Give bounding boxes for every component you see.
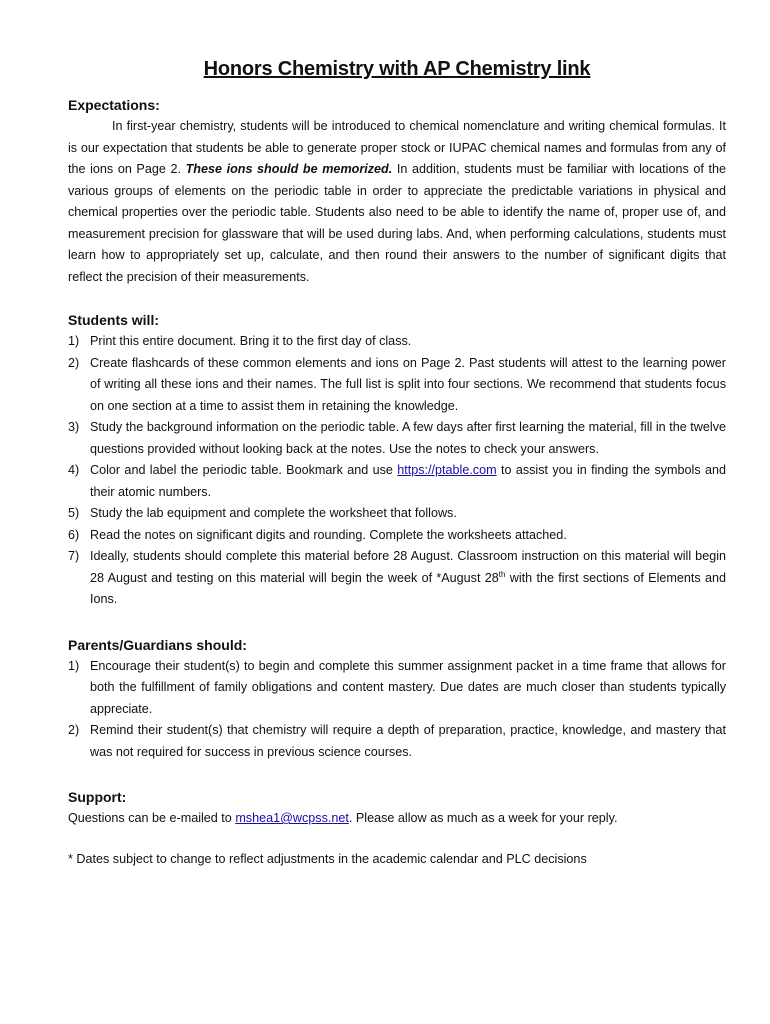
- expectations-text-2: In addition, students must be familiar with locations of the various groups of elements on the periodic table in order to appreciate the predictable variations in physical and chemical properties over the periodic table. Students also need to be able to identify the name of, proper use of, and measurement precision for glassware that will be used during labs. And, when performing calculations, students must learn how to appropriately set up, calculate, and then round their answers to the number of significant digits that reflect the precision of their measurements.: [68, 162, 727, 284]
- list-item: 5) Study the lab equipment and complete the worksheet that follows.: [68, 506, 457, 520]
- list-item: 7) Ideally, students should complete this material before 28 August. Classroom instruction on this material will begin 28 August and testing on this material will begin the week of *August 28th with the first sections of Elements and Ions.: [68, 549, 726, 606]
- memorize-emphasis: These ions should be memorized.: [185, 162, 393, 176]
- students-list: [68, 331, 726, 611]
- list-item: 6) Read the notes on significant digits and rounding. Complete the worksheets attached.: [68, 527, 567, 542]
- list-item: 4) Color and label the periodic table. Bookmark and use https://ptable.com to assist you in finding the symbols and their atomic numbers.: [68, 463, 726, 499]
- list-item: 3) Study the background information on the periodic table. A few days after first learning the material, fill in the twelve questions provided without looking back at the notes. Use the notes to check your answers.: [68, 420, 726, 456]
- list-item: 2) Remind their student(s) that chemistry will require a depth of preparation, practice, knowledge, and mastery that was not required for success in previous science courses.: [68, 723, 726, 759]
- support-paragraph: Questions can be e-mailed to mshea1@wcpss.net. Please allow as much as a week for your reply.: [68, 811, 618, 825]
- email-link[interactable]: mshea1@wcpss.net: [235, 811, 349, 825]
- expectations-paragraph: [68, 116, 726, 288]
- document-page: [68, 58, 726, 870]
- ptable-link[interactable]: https://ptable.com: [397, 463, 497, 477]
- footnote: * Dates subject to change to reflect adjustments in the academic calendar and PLC decisions: [68, 851, 587, 866]
- expectations-heading: Expectations:: [68, 97, 160, 113]
- parents-list: [68, 656, 726, 764]
- list-item: 1) Print this entire document. Bring it to the first day of class.: [68, 334, 412, 348]
- students-heading: Students will:: [68, 312, 159, 328]
- expectations-text-1: In first-year chemistry, students will be introduced to chemical nomenclature and writing chemical formulas. It is our expectation that students be able to generate proper stock or IUPAC chemical names and formulas from any of the ions on Page 2.: [68, 119, 726, 176]
- support-heading: Support:: [68, 789, 127, 805]
- page-title: Honors Chemistry with AP Chemistry link: [203, 58, 591, 80]
- parents-heading: Parents/Guardians should:: [68, 636, 247, 653]
- list-item: 1) Encourage their student(s) to begin and complete this summer assignment packet in a time frame that allows for both the fulfillment of family obligations and content mastery. Due dates are much closer than students typically appreciate.: [68, 658, 726, 716]
- list-item: 2) Create flashcards of these common elements and ions on Page 2. Past students will attest to the learning power of writing all these ions and their names. The full list is split into four sections. We recommend that students focus on one section at a time to assist them in retaining the knowledge.: [68, 355, 726, 413]
